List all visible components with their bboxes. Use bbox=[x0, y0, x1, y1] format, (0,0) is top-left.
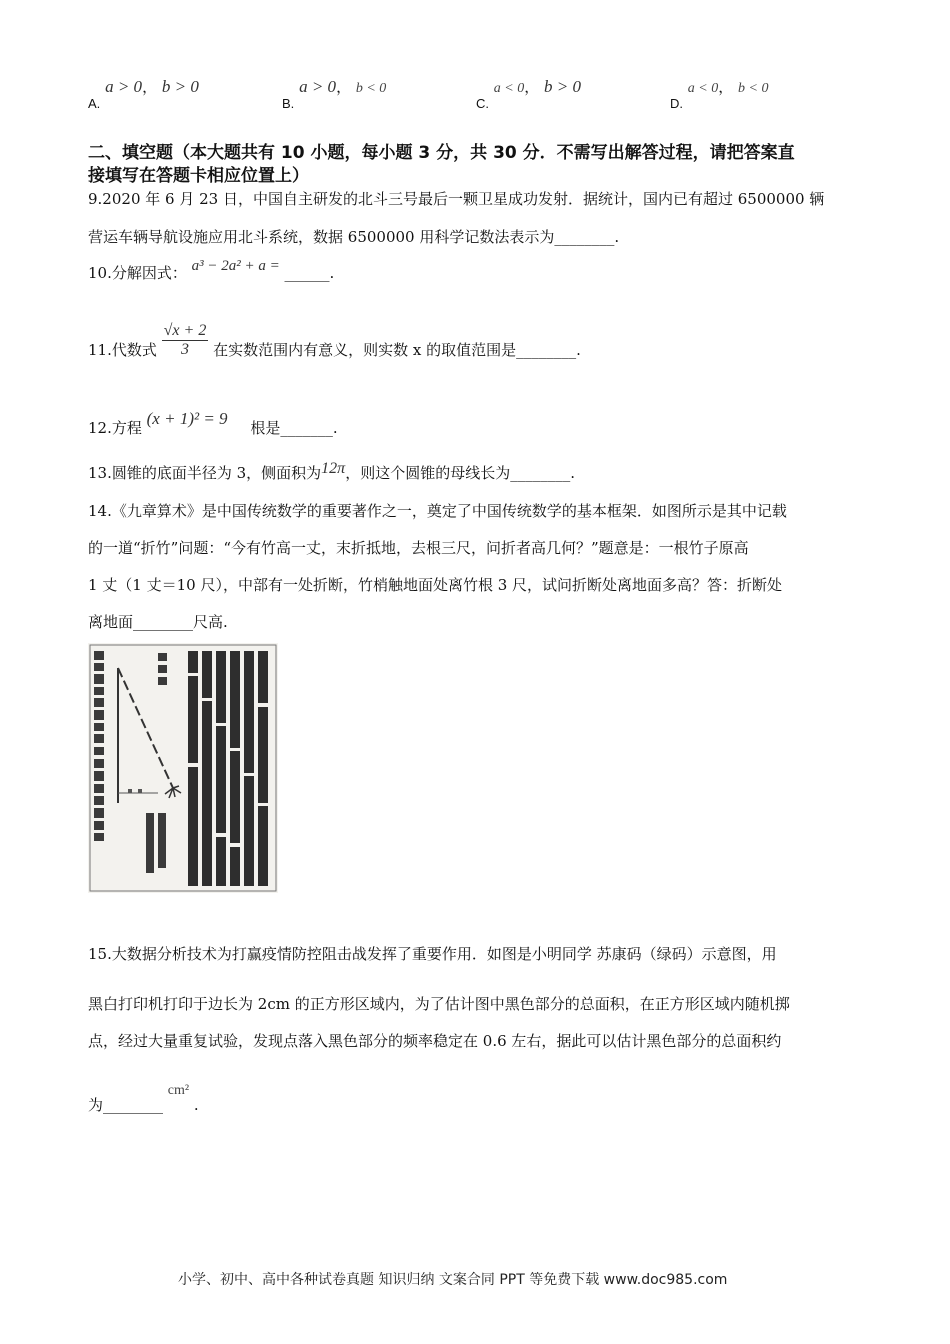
section-title-line2: 接填写在答题卡相应位置上） bbox=[88, 166, 309, 186]
q11-prefix: 11.代数式 bbox=[88, 340, 157, 359]
option-b-sep: ， bbox=[336, 78, 352, 96]
q14-line4: 离地面________尺高. bbox=[88, 613, 228, 631]
q15-unit: cm² bbox=[167, 1083, 190, 1098]
bamboo-problem-figure bbox=[88, 643, 278, 893]
q13 bbox=[88, 462, 575, 483]
q12 bbox=[88, 408, 338, 437]
q15-line4-prefix: 为________ bbox=[88, 1096, 164, 1114]
q11-fraction bbox=[162, 322, 209, 359]
q15-line1: 15.大数据分析技术为打赢疫情防控阻击战发挥了重要作用．如图是小明同学 苏康码（绿码）示意图，用 bbox=[88, 945, 777, 963]
option-b bbox=[282, 76, 387, 111]
option-c bbox=[476, 76, 582, 111]
q11-numerator: √x + 2 bbox=[163, 322, 207, 339]
option-c-cond1: a < 0 bbox=[493, 81, 525, 96]
option-b-letter: B. bbox=[282, 96, 295, 111]
option-d bbox=[670, 76, 769, 111]
option-d-letter: D. bbox=[670, 96, 683, 111]
option-b-cond2: b < 0 bbox=[355, 81, 387, 96]
q12-suffix: 根是_______. bbox=[250, 419, 338, 437]
q11 bbox=[88, 322, 581, 359]
q11-denominator: 3 bbox=[180, 341, 189, 358]
option-d-cond1: a < 0 bbox=[687, 81, 719, 96]
q14-line2: 的一道“折竹”问题：“今有竹高一丈，末折抵地，去根三尺，问折者高几何？”题意是：一根竹子原高 bbox=[88, 539, 749, 557]
option-c-sep: ， bbox=[524, 78, 540, 96]
option-a-cond2: b > 0 bbox=[161, 77, 199, 96]
option-c-cond2: b > 0 bbox=[544, 77, 582, 96]
q9-line2: 营运车辆导航设施应用北斗系统，数据 6500000 用科学记数法表示为________. bbox=[88, 228, 620, 246]
q14-line1: 14.《九章算术》是中国传统数学的重要著作之一，奠定了中国传统数学的基本框架．如图所示是其中记载 bbox=[88, 502, 787, 520]
q14-line3: 1 丈（1 丈＝10 尺），中部有一处折断，竹梢触地面处离竹根 3 尺，试问折断处离地面多高？答：折断处 bbox=[88, 576, 783, 594]
q11-suffix: 在实数范围内有意义，则实数 x 的取值范围是________. bbox=[213, 340, 581, 359]
option-a bbox=[88, 76, 199, 111]
q15-line3: 点，经过大量重复试验，发现点落入黑色部分的频率稳定在 0.6 左右，据此可以估计黑色部分的总面积约 bbox=[88, 1032, 782, 1050]
q10 bbox=[88, 258, 335, 283]
ancient-text-image bbox=[88, 643, 278, 893]
q12-expr: (x + 1)² = 9 bbox=[146, 409, 228, 428]
option-d-cond2: b < 0 bbox=[738, 81, 769, 96]
option-a-letter: A. bbox=[88, 96, 101, 111]
section-title-line1: 二、填空题（本大题共有 10 小题，每小题 3 分，共 30 分．不需写出解答过程，请把答案直 bbox=[88, 143, 795, 163]
q10-prefix: 10.分解因式： bbox=[88, 264, 187, 282]
q15-line4 bbox=[88, 1078, 199, 1114]
footer-text: 小学、初中、高中各种试卷真题 知识归纳 文案合同 PPT 等免费下载 www.doc985.com bbox=[178, 1272, 728, 1288]
option-d-sep: ， bbox=[718, 78, 734, 96]
option-a-cond1: a > 0 bbox=[105, 77, 143, 96]
q10-suffix: ______. bbox=[284, 264, 335, 282]
q9-line1: 9.2020 年 6 月 23 日，中国自主研发的北斗三号最后一颗卫星成功发射．据统计，国内已有超过 6500000 辆 bbox=[88, 190, 825, 208]
q13-suffix: ，则这个圆锥的母线长为________. bbox=[345, 464, 575, 482]
q13-prefix: 13.圆锥的底面半径为 3，侧面积为 bbox=[88, 464, 322, 482]
q15-line4-suffix: . bbox=[193, 1096, 199, 1114]
q12-prefix: 12.方程 bbox=[88, 419, 142, 437]
q15-line2: 黑白打印机打印于边长为 2cm 的正方形区域内，为了估计图中黑色部分的总面积，在正方形区域内随机掷 bbox=[88, 995, 790, 1013]
option-a-sep: ， bbox=[142, 78, 158, 96]
q10-expr: a³ − 2a² + a = bbox=[191, 258, 280, 274]
q13-expr: 12π bbox=[321, 460, 346, 477]
option-c-letter: C. bbox=[476, 96, 489, 111]
option-b-cond1: a > 0 bbox=[299, 77, 337, 96]
